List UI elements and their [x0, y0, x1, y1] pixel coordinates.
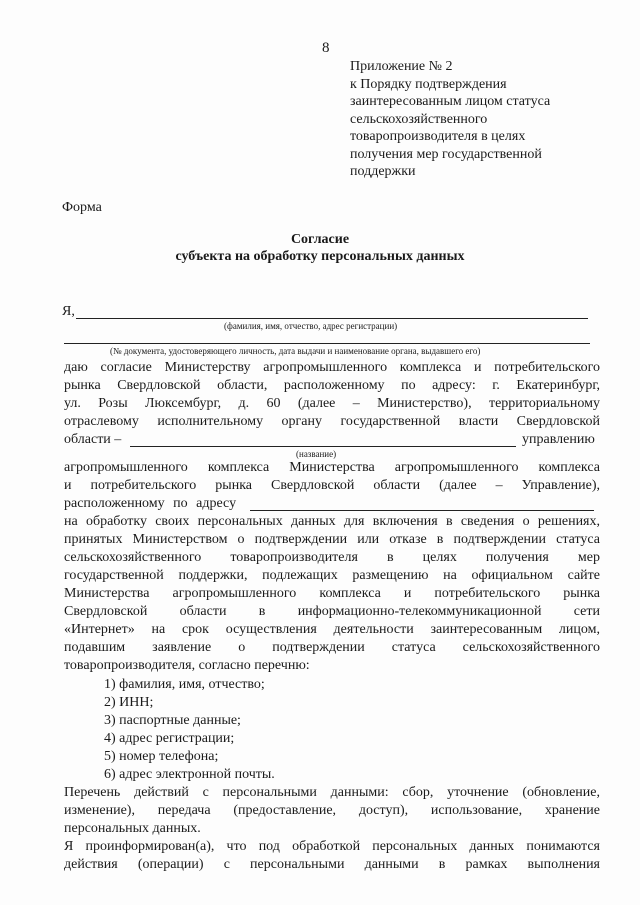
body-line: действия (операции) с персональными данными в рамках выполнения — [64, 857, 600, 872]
body-line: агропромышленного комплекса Министерства агропромышленного комплекса — [64, 460, 600, 475]
list-item: 6) адрес электронной почты. — [104, 767, 275, 782]
appendix-line: сельскохозяйственного — [350, 111, 488, 127]
appendix-line: товаропроизводителя в целях — [350, 129, 526, 144]
body-line: принятых Министерством о подтверждении или отказе в подтверждении статуса — [64, 532, 600, 547]
name-label-caption: (название) — [296, 449, 337, 459]
body-line: отраслевому исполнительному органу государственной власти Свердловской — [64, 414, 600, 429]
appendix-line: Приложение № 2 — [350, 59, 453, 74]
body-line: Министерства агропромышленного комплекса и потребительского рынка — [64, 586, 600, 601]
body-line: ул. Розы Люксембург, д. 60 (далее – Министерство), территориальному — [64, 396, 600, 411]
list-item: 4) адрес регистрации; — [104, 731, 235, 746]
oblasti-label: области – — [64, 432, 122, 447]
list-item: 3) паспортные данные; — [104, 713, 241, 728]
body-line: даю согласие Министерству агропромышленного комплекса и потребительского — [64, 360, 600, 375]
name-fill-line[interactable] — [76, 318, 588, 319]
document-fill-line[interactable] — [64, 343, 590, 344]
department-name-fill-line[interactable] — [130, 446, 516, 447]
appendix-line: к Порядку подтверждения — [350, 76, 507, 92]
name-caption: (фамилия, имя, отчество, адрес регистрации) — [224, 321, 398, 331]
address-fill-line[interactable] — [250, 510, 594, 511]
body-line: сельскохозяйственного товаропроизводителя в целях получения мер — [64, 550, 600, 565]
body-line: на обработку своих персональных данных для включения в сведения о решениях, — [64, 514, 600, 529]
body-line: Я проинформирован(а), что под обработкой персональных данных понимаются — [64, 839, 600, 854]
list-item: 1) фамилия, имя, отчество; — [104, 677, 265, 692]
address-prefix: расположенному по адресу — [64, 496, 237, 511]
body-line: товаропроизводителя, согласно перечню: — [64, 658, 310, 673]
body-line: изменение), передача (предоставление, доступ), использование, хранение — [64, 803, 600, 818]
body-line: персональных данных. — [64, 821, 201, 836]
body-line: подавшим заявление о подтверждении статуса сельскохозяйственного — [64, 640, 600, 655]
upravleniyu-label: управлению — [522, 432, 595, 447]
body-line: Свердловской области в информационно-телекоммуникационной сети — [64, 604, 600, 619]
body-line: «Интернет» на срок осуществления деятельности заинтересованным лицом, — [64, 622, 600, 637]
body-line: рынка Свердловской области, расположенному по адресу: г. Екатеринбург, — [64, 378, 600, 393]
body-line: государственной поддержки, подлежащих размещению на официальном сайте — [64, 568, 600, 583]
page-number: 8 — [322, 40, 330, 56]
personal-data-list — [104, 676, 275, 784]
document-title: Согласие — [290, 232, 350, 247]
body-line: и потребительского рынка Свердловской области (далее – Управление), — [64, 478, 600, 493]
document-caption: (№ документа, удостоверяющего личность, дата выдачи и наименование органа, выдавшего его) — [110, 346, 481, 356]
appendix-line: получения мер государственной — [350, 146, 542, 162]
appendix-header — [350, 58, 600, 181]
body-line: Перечень действий с персональными данными: сбор, уточнение (обновление, — [64, 785, 600, 800]
appendix-line: заинтересованным лицом статуса — [350, 94, 551, 109]
form-label: Форма — [62, 200, 102, 215]
list-item: 5) номер телефона; — [104, 749, 219, 764]
i-prefix: Я, — [62, 304, 75, 319]
list-item: 2) ИНН; — [104, 695, 154, 710]
appendix-line: поддержки — [350, 164, 416, 179]
document-subtitle: субъекта на обработку персональных данных — [175, 249, 465, 264]
